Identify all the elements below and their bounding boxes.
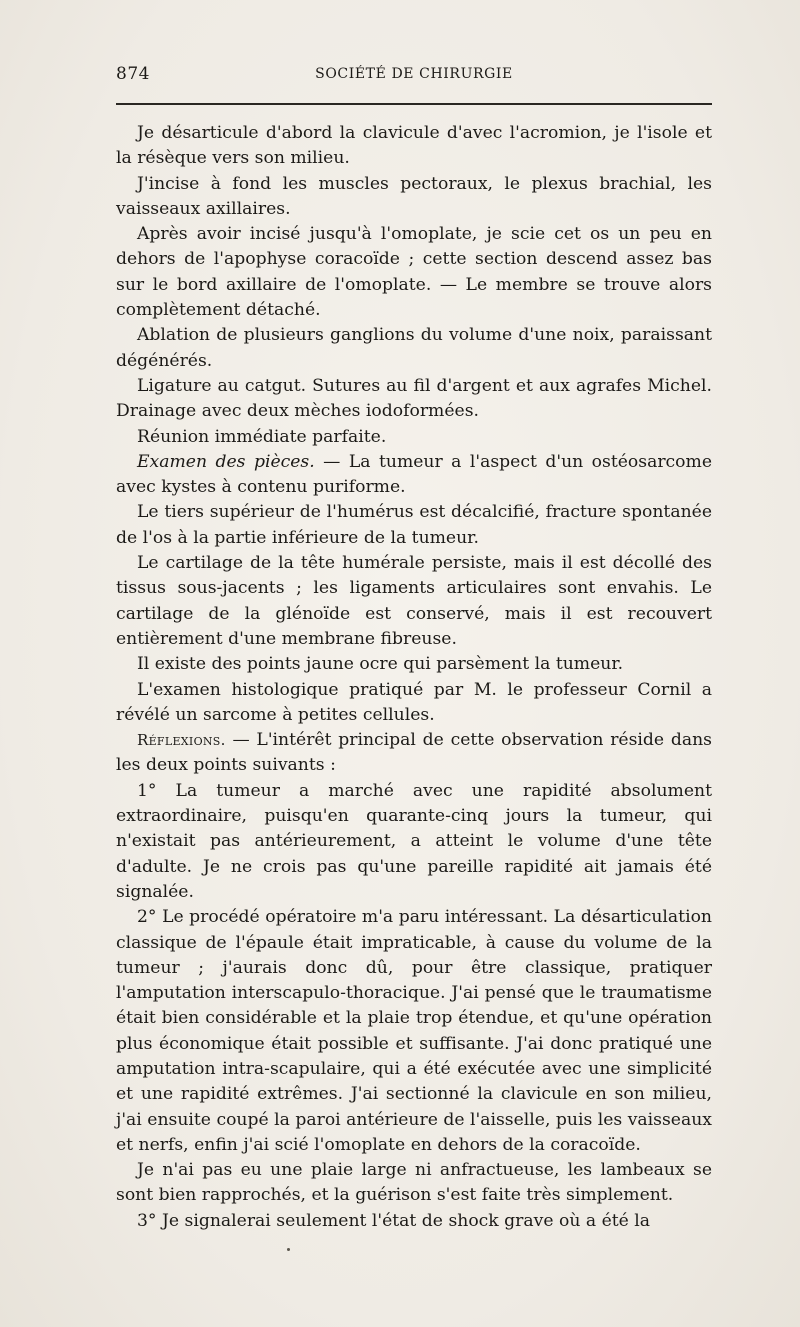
paragraph: J'incise à fond les muscles pectoraux, le plexus brachial, les vaisseaux axillaires. — [116, 173, 712, 219]
examen-label: Examen des pièces. — [137, 451, 315, 472]
paragraph: Réunion immédiate parfaite. — [137, 426, 387, 447]
reflexions-label: Réflexions. — [137, 731, 226, 750]
body-text — [116, 121, 712, 1234]
paragraph: L'examen histologique pratiqué par M. le professeur Cornil a révélé un sarcome à petites cellules. — [116, 679, 712, 725]
page-number: 874 — [116, 64, 150, 84]
point-paragraph: 2° Le procédé opératoire m'a paru intéressant. La désarticulation classique de l'épaule était impraticable, à cause du volume de la tumeur ; j'aurais donc dû, pour être classique, pratiquer l'amputation interscapulo-thoracique. J'ai pensé que le traumatisme était bien considérable et la plaie trop étendue, et qu'une opération plus économique était possible et suffisante. J'ai donc pratiqué une amputation intra-scapulaire, qui a été exécutée avec une simplicité et une rapidité extrêmes. J'ai sectionné la clavicule en son milieu, j'ai ensuite coupé la paroi antérieure de l'aisselle, puis les vaisseaux et nerfs, enfin j'ai scié l'omoplate en dehors de la coracoïde. — [116, 907, 712, 1155]
reflexions-text: — L'intérêt principal de cette observation réside dans les deux points suivants : — [116, 730, 712, 776]
point-paragraph: 1° La tumeur a marché avec une rapidité absolument extraordinaire, puisqu'en quarante-cinq jours la tumeur, qui n'existait pas antérieurement, a atteint le volume d'une tête d'adulte. Je ne crois pas qu'une pareille rapidité ait jamais été signalée. — [116, 780, 712, 902]
page-header — [116, 64, 712, 92]
paragraph: Après avoir incisé jusqu'à l'omoplate, je scie cet os un peu en dehors de l'apophyse coracoïde ; cette section descend assez bas sur le bord axillaire de l'omoplate. — Le membre se trouve alors complètement détaché. — [116, 224, 712, 321]
paragraph: Il existe des points jaune ocre qui parsèment la tumeur. — [137, 654, 624, 675]
examen-text: — La tumeur a l'aspect d'un ostéosarcome avec kystes à contenu puriforme. — [116, 451, 712, 498]
paragraph: Le tiers supérieur de l'humérus est décalcifié, fracture spontanée de l'os à la partie inférieure de la tumeur. — [116, 502, 712, 548]
paragraph: Le cartilage de la tête humérale persiste, mais il est décollé des tissus sous-jacents ; les ligaments articulaires sont envahis. Le cartilage de la glénoïde est conservé, mais il est recouvert entièrement d'une membrane fibreuse. — [116, 553, 712, 649]
running-title: SOCIÉTÉ DE CHIRURGIE — [315, 66, 513, 82]
print-speck — [287, 1248, 290, 1251]
header-rule — [116, 103, 712, 105]
examen-paragraph — [116, 450, 712, 501]
paragraph: Je désarticule d'abord la clavicule d'avec l'acromion, je l'isole et la résèque vers son milieu. — [116, 123, 712, 169]
point-paragraph: Je n'ai pas eu une plaie large ni anfractueuse, les lambeaux se sont bien rapprochés, et la guérison s'est faite très simplement. — [116, 1160, 712, 1206]
reflexions-paragraph — [116, 728, 712, 779]
paragraph: Ablation de plusieurs ganglions du volume d'une noix, paraissant dégénérés. — [116, 325, 712, 371]
point-paragraph: 3° Je signalerai seulement l'état de shock grave où a été la — [137, 1210, 651, 1231]
paragraph: Ligature au catgut. Sutures au fil d'argent et aux agrafes Michel. Drainage avec deux mèches iodoformées. — [116, 375, 712, 422]
